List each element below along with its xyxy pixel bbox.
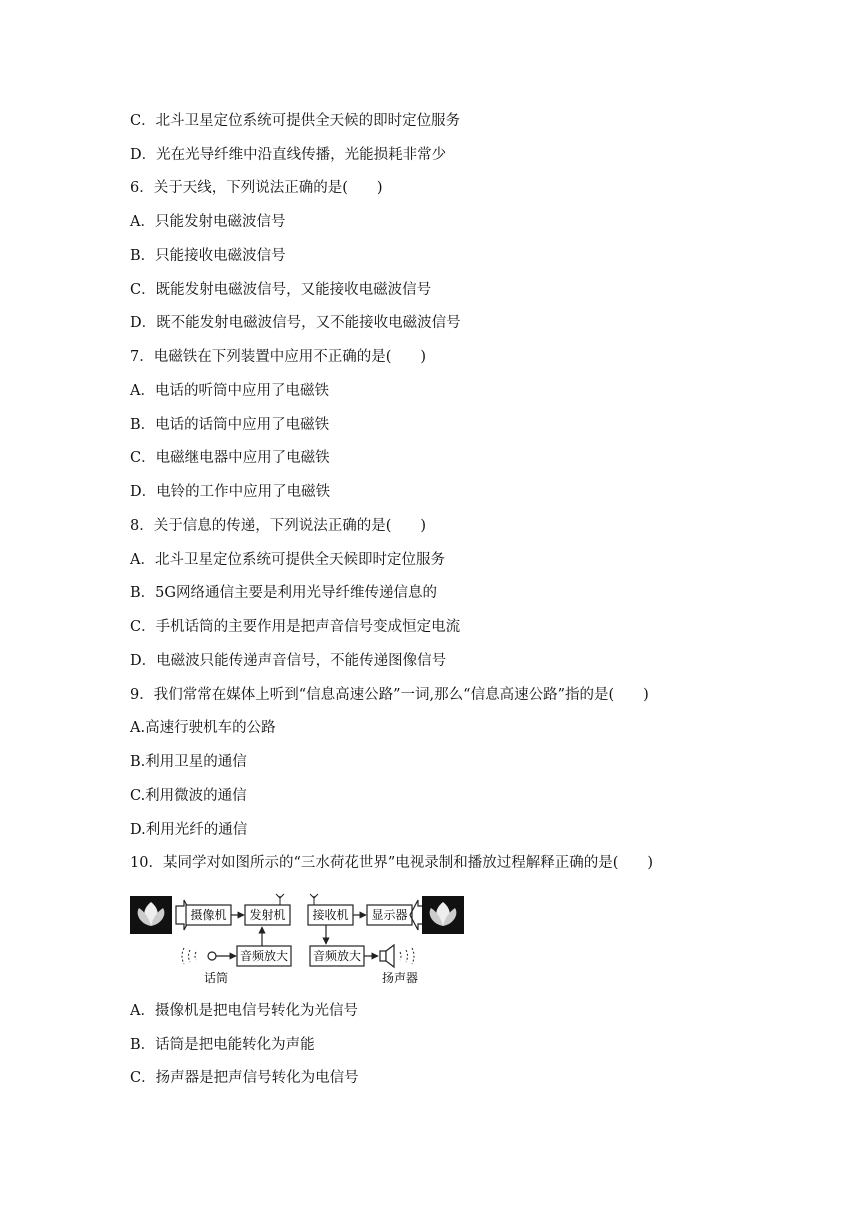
- speaker-icon: [380, 945, 394, 967]
- option-8a: A．北斗卫星定位系统可提供全天候即时定位服务: [130, 552, 445, 568]
- transmitter-label: 发射机: [249, 908, 286, 922]
- option-8b: B．5G网络通信主要是利用光导纤维传递信息的: [130, 585, 437, 601]
- audio-amp-left-label: 音频放大: [239, 949, 289, 963]
- option-7b: B．电话的话筒中应用了电磁铁: [130, 417, 330, 433]
- option-9a: A.高速行驶机车的公路: [130, 720, 276, 736]
- option-7d: D．电铃的工作中应用了电磁铁: [130, 484, 331, 500]
- speaker-label: 扬声器: [382, 971, 419, 985]
- transmitter-box: [245, 905, 290, 925]
- audio-amp-left-box: [237, 946, 291, 966]
- display-box: [367, 905, 412, 925]
- display-label: 显示器: [371, 908, 408, 922]
- question-9: 9．我们常常在媒体上听到“信息高速公路”一词,那么“信息高速公路”指的是( ): [130, 687, 649, 703]
- option-8d: D．电磁波只能传递声音信号，不能传递图像信号: [130, 653, 447, 669]
- question-8: 8．关于信息的传递，下列说法正确的是( ): [130, 518, 427, 534]
- camera-label: 摄像机: [190, 908, 227, 922]
- option-9d: D.利用光纤的通信: [130, 822, 248, 838]
- option-10c: C．扬声器是把声信号转化为电信号: [130, 1070, 359, 1086]
- option-7c: C．电磁继电器中应用了电磁铁: [130, 450, 330, 466]
- option-7a: A．电话的听筒中应用了电磁铁: [130, 383, 329, 399]
- camera-box: [186, 905, 231, 925]
- option-8c: C．手机话筒的主要作用是把声音信号变成恒定电流: [130, 619, 461, 635]
- option-6d: D．既不能发射电磁波信号，又不能接收电磁波信号: [130, 315, 461, 331]
- option-10a: A．摄像机是把电信号转化为光信号: [130, 1003, 358, 1019]
- antenna-icon-left: [276, 894, 284, 905]
- antenna-icon-right: [310, 894, 318, 905]
- option-6a: A．只能发射电磁波信号: [130, 214, 286, 230]
- lotus-image-right: [422, 896, 464, 934]
- option-9c: C.利用微波的通信: [130, 788, 247, 804]
- tv-broadcast-diagram: [126, 890, 466, 990]
- option-9b: B.利用卫星的通信: [130, 754, 247, 770]
- option-10b: B．话筒是把电能转化为声能: [130, 1037, 315, 1053]
- option-5d: D．光在光导纤维中沿直线传播，光能损耗非常少: [130, 147, 447, 163]
- microphone-icon: [208, 952, 236, 960]
- audio-amp-right-label: 音频放大: [312, 949, 362, 963]
- option-5c: C．北斗卫星定位系统可提供全天候的即时定位服务: [130, 113, 461, 129]
- option-6b: B．只能接收电磁波信号: [130, 248, 286, 264]
- sound-waves-left-icon: [182, 948, 196, 964]
- question-6: 6．关于天线，下列说法正确的是( ): [130, 180, 383, 196]
- question-7: 7．电磁铁在下列装置中应用不正确的是( ): [130, 349, 427, 365]
- microphone-label: 话筒: [204, 971, 229, 985]
- lotus-image-left: [130, 896, 172, 934]
- receiver-label: 接收机: [312, 908, 349, 922]
- sound-waves-right-icon: [400, 948, 414, 964]
- option-6c: C．既能发射电磁波信号，又能接收电磁波信号: [130, 282, 432, 298]
- question-10: 10．某同学对如图所示的“三水荷花世界”电视录制和播放过程解释正确的是( ): [130, 855, 654, 871]
- audio-amp-right-box: [310, 946, 364, 966]
- receiver-box: [308, 905, 353, 925]
